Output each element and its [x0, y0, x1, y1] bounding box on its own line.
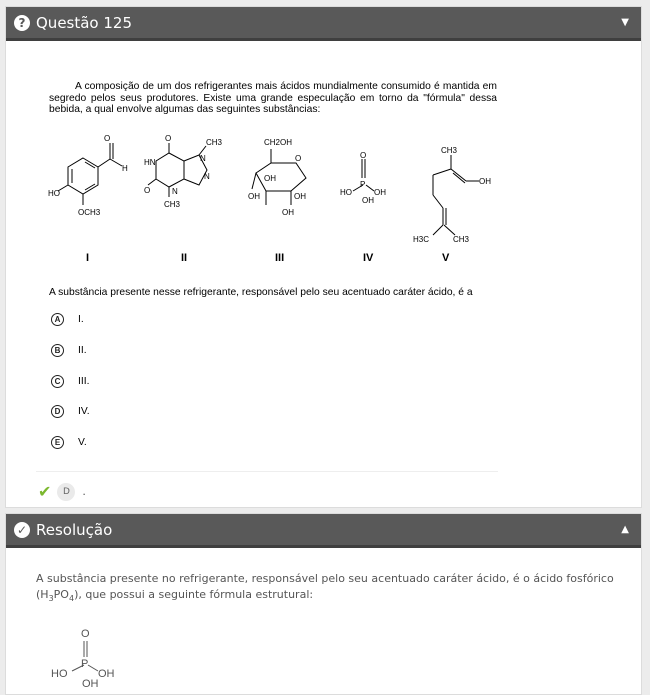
- option-text: IV.: [78, 405, 90, 417]
- s2-ch3-top: CH3: [206, 138, 223, 147]
- s2-ch3-bottom: CH3: [164, 200, 181, 209]
- s3-oh3: OH: [294, 192, 306, 201]
- option-text: III.: [78, 375, 90, 387]
- question-header[interactable]: [6, 7, 641, 41]
- s3-oh4: OH: [282, 208, 294, 217]
- res-text-after: ), que possui a seguinte fórmula estrutural:: [74, 588, 314, 601]
- s1-o: O: [104, 134, 111, 143]
- caret-down-icon[interactable]: ▼: [621, 17, 629, 28]
- s5-h3c: H3C: [413, 235, 430, 244]
- s5-ch3-bottom: CH3: [453, 235, 470, 244]
- res-text-mid: PO: [53, 588, 69, 601]
- s5-oh: OH: [479, 177, 491, 186]
- question-stem: A composição de um dos refrigerantes mais ácidos mundialmente consumido é mantida em segredo pelos seus produtores. Existe uma grande especulação em torno da "fórmula" dessa bebida, a qual envolve algumas das seguintes substâncias:: [49, 81, 497, 115]
- res-o: O: [81, 628, 90, 640]
- answer-badge: D: [57, 483, 75, 501]
- s4-oh-right: OH: [374, 188, 386, 197]
- divider: [36, 471, 498, 472]
- s2-n-right: N: [200, 154, 206, 163]
- answer-suffix: .: [82, 485, 86, 498]
- res-sub2: 4: [68, 594, 75, 604]
- question-ask: A substância presente nesse refrigerante, responsável pelo seu acentuado caráter ácido, é a: [49, 287, 473, 298]
- resolution-panel: [5, 513, 642, 695]
- res-oh-right: OH: [98, 668, 115, 680]
- s4-p: P: [360, 180, 366, 189]
- structure-v: [411, 133, 496, 248]
- numeral-v: V: [442, 252, 450, 264]
- question-title: Questão 125: [36, 13, 133, 32]
- s2-o-left: O: [144, 186, 151, 195]
- option-letter: D: [51, 405, 64, 418]
- s1-h: H: [122, 164, 128, 173]
- check-circle-icon: ✓: [14, 522, 30, 538]
- structure-iv: [338, 133, 408, 243]
- resolution-text: [36, 571, 616, 607]
- option-letter: C: [51, 375, 64, 388]
- res-text-before: A substância presente no refrigerante, responsável pelo seu acentuado caráter ácido, é o ácido fosfórico (H: [36, 572, 614, 601]
- res-p: P: [81, 658, 89, 670]
- structure-ii: [144, 133, 224, 243]
- option-a[interactable]: [51, 311, 84, 327]
- s5-ch3-top: CH3: [441, 146, 458, 155]
- numeral-iv: IV: [363, 252, 374, 264]
- s3-ch2oh: CH2OH: [264, 138, 293, 147]
- option-letter: E: [51, 436, 64, 449]
- numeral-ii: II: [181, 252, 188, 264]
- s2-o-top: O: [165, 134, 172, 143]
- option-e[interactable]: [51, 434, 87, 450]
- s3-oh2: OH: [248, 192, 260, 201]
- s1-och3: OCH3: [78, 208, 101, 217]
- resolution-header[interactable]: [6, 514, 641, 548]
- numeral-iii: III: [275, 252, 285, 264]
- structure-i: [48, 133, 138, 243]
- res-ho: HO: [51, 668, 68, 680]
- s4-o: O: [360, 151, 367, 160]
- option-text: I.: [78, 313, 84, 325]
- s4-oh-bottom: OH: [362, 196, 374, 205]
- option-text: V.: [78, 436, 87, 448]
- structure-iii: [246, 133, 326, 243]
- option-c[interactable]: [51, 373, 89, 389]
- option-letter: A: [51, 313, 64, 326]
- res-sub1: 3: [48, 594, 54, 604]
- phosphoric-acid-structure: [46, 619, 136, 689]
- option-text: II.: [78, 344, 87, 356]
- answer-row: [38, 482, 86, 501]
- s2-hn: HN: [144, 158, 156, 167]
- option-b[interactable]: [51, 342, 87, 358]
- s2-n-bottom: N: [172, 187, 178, 196]
- s3-oh1: OH: [264, 174, 276, 183]
- s3-o: O: [295, 154, 302, 163]
- s4-ho: HO: [340, 188, 352, 197]
- caret-up-icon[interactable]: ▲: [621, 524, 629, 535]
- numeral-i: I: [86, 252, 90, 264]
- question-circle-icon: ?: [14, 15, 30, 31]
- option-letter: B: [51, 344, 64, 357]
- s2-n-ring: N: [204, 172, 210, 181]
- s1-ho: HO: [48, 189, 60, 198]
- res-oh-bottom: OH: [82, 678, 99, 689]
- option-d[interactable]: [51, 403, 90, 419]
- resolution-title: Resolução: [36, 520, 113, 539]
- checkmark-icon: ✔: [38, 482, 52, 501]
- question-panel: [5, 6, 642, 508]
